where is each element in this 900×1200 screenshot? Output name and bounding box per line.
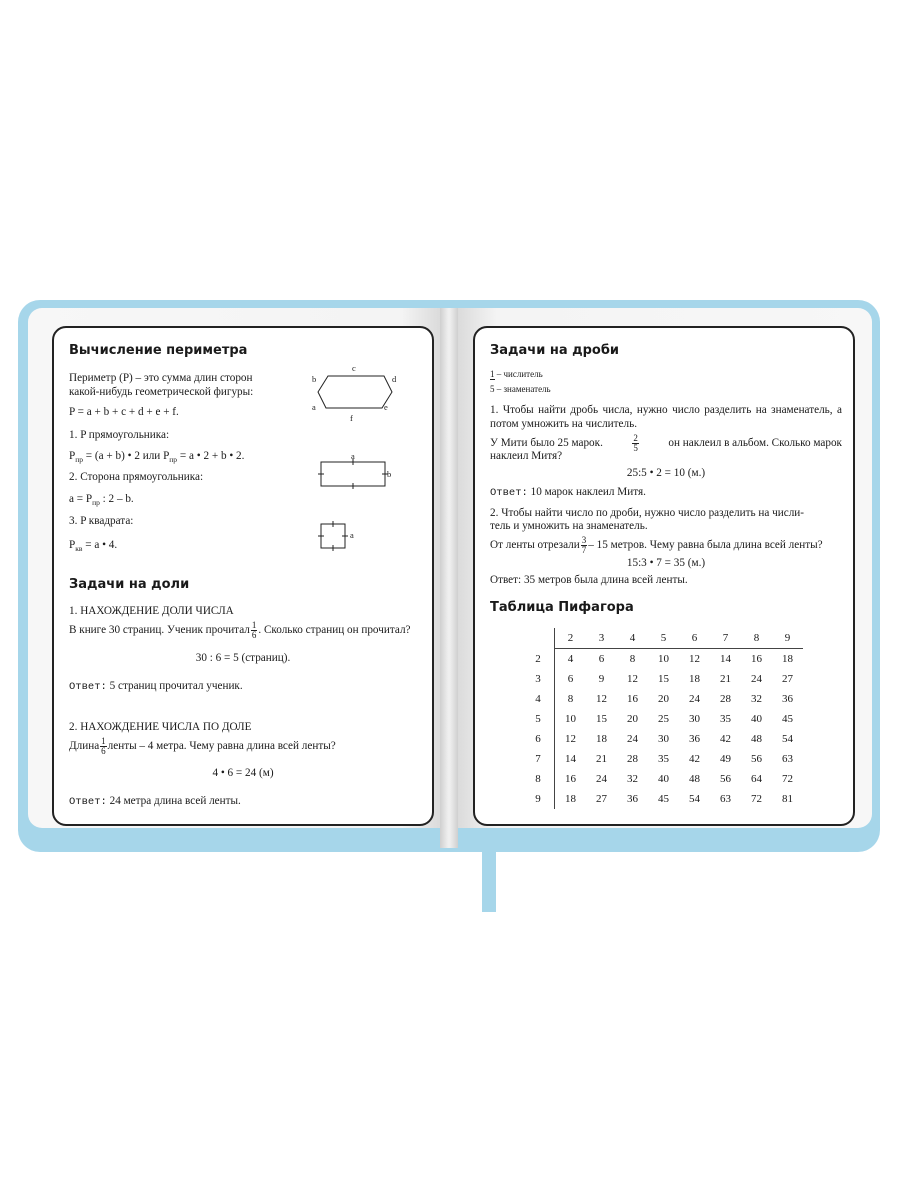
table-cell: 18 bbox=[565, 793, 576, 805]
hexagon-label-c: c bbox=[352, 363, 356, 373]
table-cell: 40 bbox=[658, 773, 669, 785]
table-cell: 10 bbox=[565, 713, 576, 725]
row-header: 3 bbox=[522, 669, 555, 689]
table-cell: 8 bbox=[629, 653, 636, 665]
row-header: 6 bbox=[522, 729, 555, 749]
fractions-calc-2: 15:3 • 7 = 35 (м.) bbox=[626, 557, 706, 569]
shares-title: Задачи на доли bbox=[69, 577, 190, 592]
table-cell: 63 bbox=[720, 793, 731, 805]
table-cell: 15 bbox=[658, 673, 669, 685]
hexagon-label-b: b bbox=[312, 374, 317, 384]
table-cell: 16 bbox=[627, 693, 638, 705]
side-heading: 2. Сторона прямоугольника: bbox=[69, 471, 204, 483]
shares-part1-answer: Ответ: 5 страниц прочитал ученик. bbox=[69, 680, 243, 693]
table-row bbox=[522, 709, 803, 729]
table-cell: 25 bbox=[658, 713, 669, 725]
rectangle-label-b: b bbox=[387, 469, 392, 479]
table-cell: 12 bbox=[565, 733, 576, 745]
table-row bbox=[522, 669, 803, 689]
table-cell: 6 bbox=[598, 653, 605, 665]
table-cell: 20 bbox=[627, 713, 638, 725]
table-corner bbox=[522, 628, 555, 649]
table-cell: 21 bbox=[596, 753, 607, 765]
denominator-note: 5 – знаменатель bbox=[490, 384, 551, 394]
fraction-one-sixth-2: $\frac{1}{6}$ bbox=[101, 735, 106, 756]
row-header: 8 bbox=[522, 769, 555, 789]
table-cell: 42 bbox=[720, 733, 731, 745]
shares-part2-task: Длина $\frac{1}{6}$ ленты – 4 метра. Чему равна длина всей ленты? bbox=[69, 735, 336, 756]
side-formula: $a = P_{пр}$ : 2 – b. bbox=[69, 493, 134, 508]
table-cell: 30 bbox=[658, 733, 669, 745]
fractions-rule-2-line-1: 2. Чтобы найти число по дроби, нужно число разделить на числи- bbox=[490, 507, 805, 519]
table-cell: 72 bbox=[782, 773, 793, 785]
rectangle-label-a: a bbox=[351, 451, 355, 461]
table-cell: 24 bbox=[689, 693, 700, 705]
table-cell: 35 bbox=[720, 713, 731, 725]
shares-part1-calc: 30 : 6 = 5 (страниц). bbox=[195, 652, 291, 664]
shares-part2-answer: Ответ: 24 метра длина всей ленты. bbox=[69, 795, 241, 808]
table-cell: 32 bbox=[751, 693, 762, 705]
perimeter-formula: P = a + b + c + d + e + f. bbox=[69, 406, 179, 418]
table-cell: 9 bbox=[598, 673, 605, 685]
table-cell: 48 bbox=[751, 733, 762, 745]
square-label-a: a bbox=[350, 530, 354, 540]
pythagoras-title: Таблица Пифагора bbox=[490, 600, 634, 615]
hexagon-figure bbox=[308, 362, 404, 428]
column-header: 2 bbox=[555, 628, 587, 649]
row-header: 5 bbox=[522, 709, 555, 729]
table-cell: 4 bbox=[567, 653, 574, 665]
table-cell: 28 bbox=[720, 693, 731, 705]
table-cell: 40 bbox=[751, 713, 762, 725]
table-cell: 15 bbox=[596, 713, 607, 725]
column-header: 6 bbox=[679, 628, 710, 649]
row-header: 2 bbox=[522, 649, 555, 670]
table-row bbox=[522, 769, 803, 789]
fractions-task-1: У Мити было 25 марок. $\frac{2}{5}$ он наклеил в альбом. Сколько марок bbox=[490, 432, 842, 453]
table-cell: 27 bbox=[596, 793, 607, 805]
table-cell: 45 bbox=[658, 793, 669, 805]
table-cell: 28 bbox=[627, 753, 638, 765]
perimeter-intro-line-2: какой-нибудь геометрической фигуры: bbox=[69, 386, 254, 398]
table-cell: 64 bbox=[751, 773, 762, 785]
fractions-calc-1: 25:5 • 2 = 10 (м.) bbox=[626, 467, 706, 479]
fractions-title: Задачи на дроби bbox=[490, 343, 620, 358]
table-cell: 54 bbox=[782, 733, 793, 745]
square-figure bbox=[318, 521, 362, 553]
column-header: 4 bbox=[617, 628, 648, 649]
table-cell: 24 bbox=[596, 773, 607, 785]
fractions-task-2: От ленты отрезали $\frac{3}{7}$ – 15 метров. Чему равна была длина всей ленты? bbox=[490, 534, 823, 555]
column-header: 7 bbox=[710, 628, 741, 649]
shares-part1-heading: 1. НАХОЖДЕНИЕ ДОЛИ ЧИСЛА bbox=[69, 605, 234, 617]
square-formula: $P_{кв} = a$ • 4. bbox=[69, 539, 118, 554]
table-cell: 24 bbox=[751, 673, 762, 685]
perimeter-title: Вычисление периметра bbox=[69, 343, 248, 358]
table-cell: 63 bbox=[782, 753, 793, 765]
table-cell: 18 bbox=[689, 673, 700, 685]
table-cell: 36 bbox=[782, 693, 793, 705]
row-header: 4 bbox=[522, 689, 555, 709]
perimeter-intro-line-1: Периметр (P) – это сумма длин сторон bbox=[69, 372, 253, 384]
table-cell: 81 bbox=[782, 793, 793, 805]
table-cell: 48 bbox=[689, 773, 700, 785]
table-row bbox=[522, 729, 803, 749]
fractions-rule-1: 1. Чтобы найти дробь числа, нужно число разделить на знаменатель, а потом умножить на числитель. bbox=[490, 404, 842, 430]
table-cell: 36 bbox=[627, 793, 638, 805]
column-header: 3 bbox=[586, 628, 617, 649]
fractions-answer-2: Ответ: 35 метров была длина всей ленты. bbox=[490, 574, 688, 586]
shares-part2-heading: 2. НАХОЖДЕНИЕ ЧИСЛА ПО ДОЛЕ bbox=[69, 721, 252, 733]
shares-part2-calc: 4 • 6 = 24 (м) bbox=[212, 767, 274, 779]
table-cell: 45 bbox=[782, 713, 793, 725]
square-heading: 3. P квадрата: bbox=[69, 515, 134, 527]
ribbon-bookmark bbox=[482, 840, 496, 912]
fraction-two-fifths: $\frac{2}{5}$ bbox=[633, 432, 638, 453]
table-cell: 36 bbox=[689, 733, 700, 745]
table-cell: 49 bbox=[720, 753, 731, 765]
table-cell: 42 bbox=[689, 753, 700, 765]
table-cell: 24 bbox=[627, 733, 638, 745]
book-spine-gutter bbox=[440, 308, 458, 848]
fraction-three-sevenths: $\frac{3}{7}$ bbox=[581, 534, 587, 555]
fractions-answer-1: Ответ: 10 марок наклеил Митя. bbox=[490, 486, 646, 499]
table-cell: 14 bbox=[720, 653, 731, 665]
table-cell: 21 bbox=[720, 673, 731, 685]
column-header: 5 bbox=[648, 628, 679, 649]
table-cell: 6 bbox=[567, 673, 574, 685]
row-header: 9 bbox=[522, 789, 555, 809]
table-cell: 8 bbox=[567, 693, 574, 705]
table-cell: 32 bbox=[627, 773, 638, 785]
table-cell: 12 bbox=[596, 693, 607, 705]
table-cell: 56 bbox=[751, 753, 762, 765]
row-header: 7 bbox=[522, 749, 555, 769]
column-header: 9 bbox=[772, 628, 803, 649]
table-cell: 35 bbox=[658, 753, 669, 765]
table-row bbox=[522, 649, 803, 670]
table-cell: 54 bbox=[689, 793, 700, 805]
hexagon-label-a: a bbox=[312, 402, 316, 412]
table-row bbox=[522, 749, 803, 769]
hexagon-label-e: e bbox=[384, 402, 388, 412]
shares-part1-task: В книге 30 страниц. Ученик прочитал $\frac{1}{6}$ . Сколько страниц он прочитал? bbox=[69, 619, 411, 640]
table-cell: 56 bbox=[720, 773, 731, 785]
table-row bbox=[522, 689, 803, 709]
rectangle-figure bbox=[318, 450, 398, 490]
table-cell: 27 bbox=[782, 673, 793, 685]
rectangle-heading: 1. P прямоугольника: bbox=[69, 429, 170, 441]
fractions-task-1-end: наклеил Митя? bbox=[490, 450, 563, 462]
table-cell: 12 bbox=[689, 653, 700, 665]
pythagoras-table bbox=[522, 628, 803, 809]
table-cell: 16 bbox=[751, 653, 762, 665]
hexagon-label-f: f bbox=[350, 413, 353, 423]
table-cell: 30 bbox=[689, 713, 700, 725]
hexagon-label-d: d bbox=[392, 374, 397, 384]
numerator-note: 1 – числитель bbox=[490, 369, 543, 379]
table-cell: 12 bbox=[627, 673, 638, 685]
column-header: 8 bbox=[741, 628, 772, 649]
rectangle-formula: $P_{пр} = (a + b)$ • 2 или $P_{пр} = a$ • 2 + b • 2. bbox=[69, 450, 245, 465]
table-row bbox=[522, 789, 803, 809]
table-cell: 18 bbox=[782, 653, 793, 665]
table-cell: 72 bbox=[751, 793, 762, 805]
table-cell: 16 bbox=[565, 773, 576, 785]
table-cell: 14 bbox=[565, 753, 576, 765]
fractions-rule-2-line-2: тель и умножить на знаменатель. bbox=[490, 520, 648, 532]
table-cell: 18 bbox=[596, 733, 607, 745]
fraction-one-sixth: $\frac{1}{6}$ bbox=[251, 619, 257, 640]
table-cell: 10 bbox=[658, 653, 669, 665]
table-cell: 20 bbox=[658, 693, 669, 705]
